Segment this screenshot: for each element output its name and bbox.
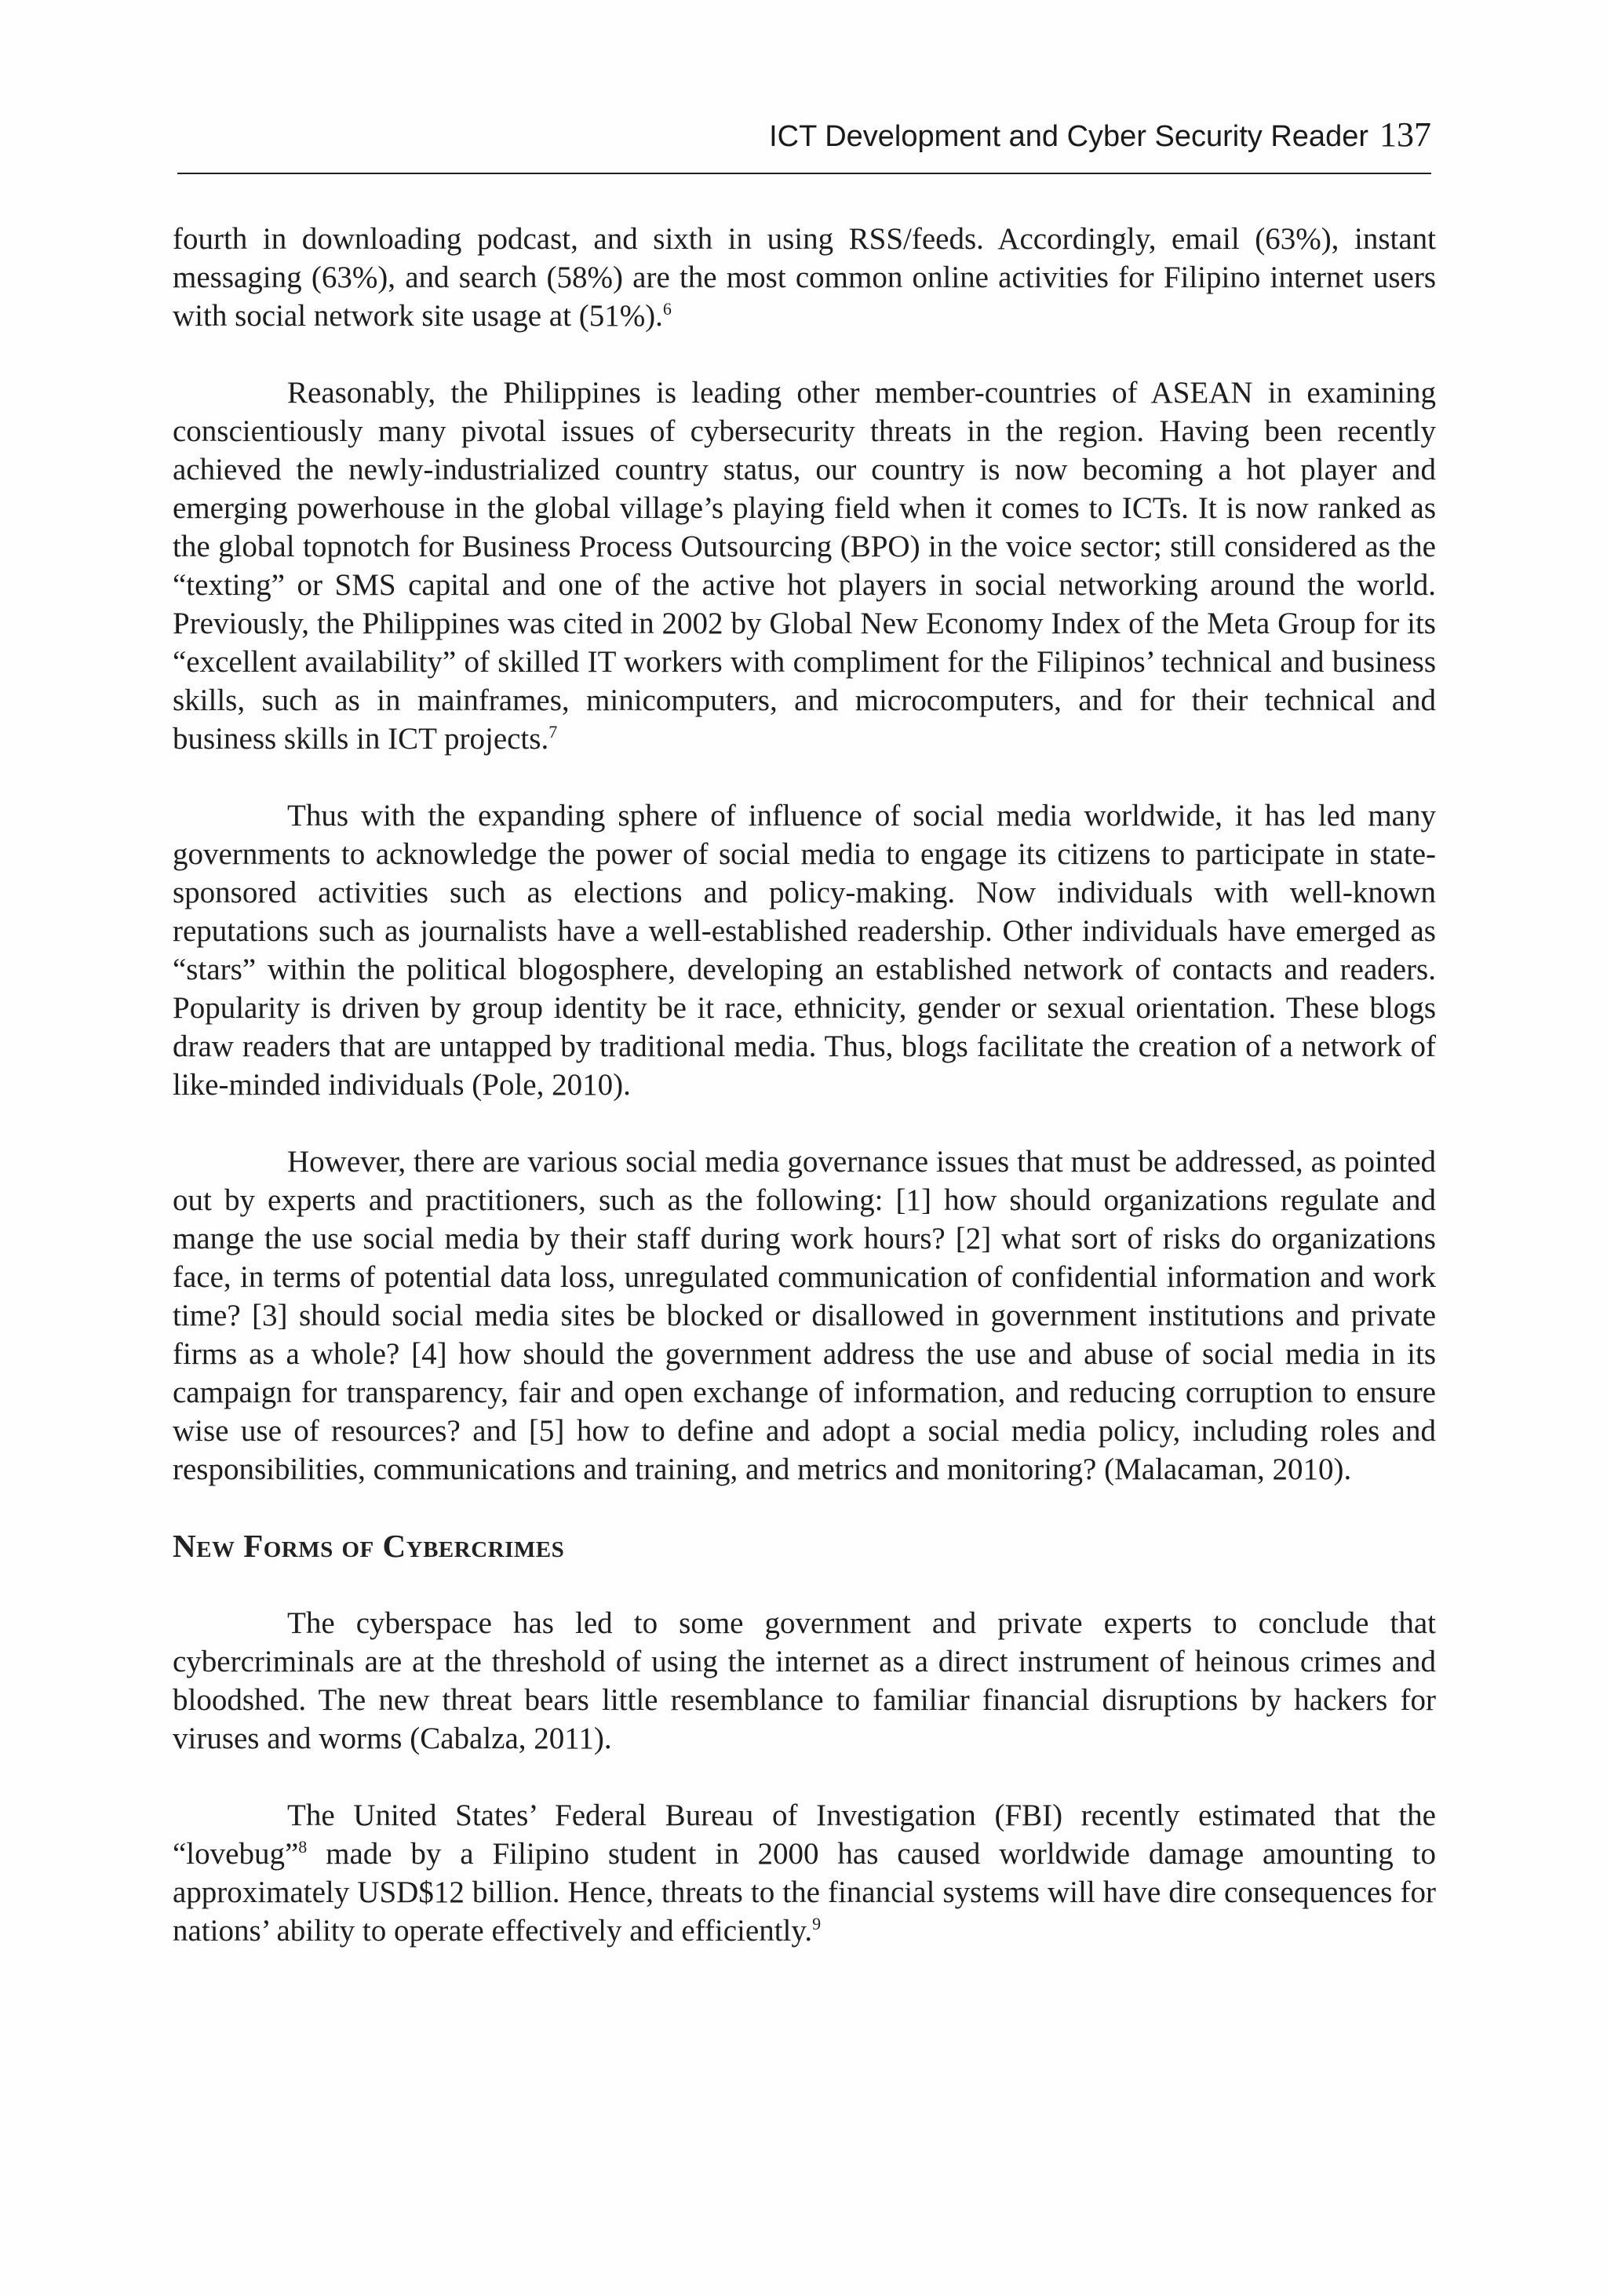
header-rule [177, 173, 1431, 174]
paragraph-1-text: fourth in downloading podcast, and sixth in using RSS/feeds. Accordingly, email (63%), instant messaging (63%), and search (58%) are the most common online activities for Filipino internet users with social network site usage at (51%). [173, 222, 1436, 333]
body-text [173, 220, 1436, 1988]
paragraph-3-text: Thus with the expanding sphere of influence of social media worldwide, it has led many governments to acknowledge the power of social media to engage its citizens to participate in state-sponsored activities such as elections and policy-making. Now individuals with well-known reputations such as journalists have a well-established readership. Other individuals have emerged as “stars” within the political blogosphere, developing an established network of contacts and readers. Popularity is driven by group identity be it race, ethnicity, gender or sexual orientation. These blogs draw readers that are untapped by traditional media. Thus, blogs facilitate the creation of a network of like-minded individuals (Pole, 2010). [173, 799, 1436, 1102]
page-number: 137 [1379, 115, 1431, 154]
paragraph-4-text: However, there are various social media governance issues that must be addressed, as pointed out by experts and practitioners, such as the following: [1] how should organizations regulate and mange the use social media by their staff during work hours? [2] what sort of risks do organizations face, in terms of potential data loss, unregulated communication of confidential information and work time? [3] should social media sites be blocked or disallowed in government institutions and private firms as a whole? [4] how should the government address the use and abuse of social media in its campaign for transparency, fair and open exchange of information, and reducing corruption to ensure wise use of resources? and [5] how to define and adopt a social media policy, including roles and responsibilities, communications and training, and metrics and monitoring? (Malacaman, 2010). [173, 1145, 1436, 1486]
section-paragraph-1-text: The cyberspace has led to some government and private experts to conclude that cybercriminals are at the threshold of using the internet as a direct instrument of heinous crimes and bloodshed. The new threat bears little resemblance to familiar financial disruptions by hackers for viruses and worms (Cabalza, 2011). [173, 1606, 1436, 1755]
paragraph-4 [173, 1143, 1436, 1489]
footnote-ref-6: 6 [662, 299, 672, 319]
running-header [177, 115, 1431, 155]
section-paragraph-1 [173, 1604, 1436, 1758]
section-paragraph-2-text-before: The United States’ Federal Bureau of Investigation (FBI) recently estimated that the “lovebug” [173, 1799, 1436, 1871]
footnote-ref-9: 9 [812, 1914, 822, 1933]
footnote-ref-7: 7 [548, 722, 558, 742]
paragraph-2-text: Reasonably, the Philippines is leading other member-countries of ASEAN in examining conscientiously many pivotal issues of cybersecurity threats in the region. Having been recently achieved the newly-industrialized country status, our country is now becoming a hot player and emerging powerhouse in the global village’s playing field when it comes to ICTs. It is now ranked as the global topnotch for Business Process Outsourcing (BPO) in the voice sector; still considered as the “texting” or SMS capital and one of the active hot players in social networking around the world. Previously, the Philippines was cited in 2002 by Global New Economy Index of the Meta Group for its “excellent availability” of skilled IT workers with compliment for the Filipinos’ technical and business skills, such as in mainframes, minicomputers, and microcomputers, and for their technical and business skills in ICT projects. [173, 376, 1436, 756]
paragraph-2 [173, 374, 1436, 758]
paragraph-1 [173, 220, 1436, 335]
footnote-ref-8: 8 [298, 1837, 308, 1857]
running-header-title: ICT Development and Cyber Security Reader [769, 120, 1368, 153]
section-paragraph-2-text-after: made by a Filipino student in 2000 has caused worldwide damage amounting to approximately USD$12 billion. Hence, threats to the financial systems will have dire consequences for nations’ ability to operate effectively and efficiently. [173, 1837, 1436, 1948]
section-heading: New Forms of Cybercrimes [173, 1528, 565, 1564]
paragraph-3 [173, 796, 1436, 1104]
section-paragraph-2 [173, 1796, 1436, 1950]
